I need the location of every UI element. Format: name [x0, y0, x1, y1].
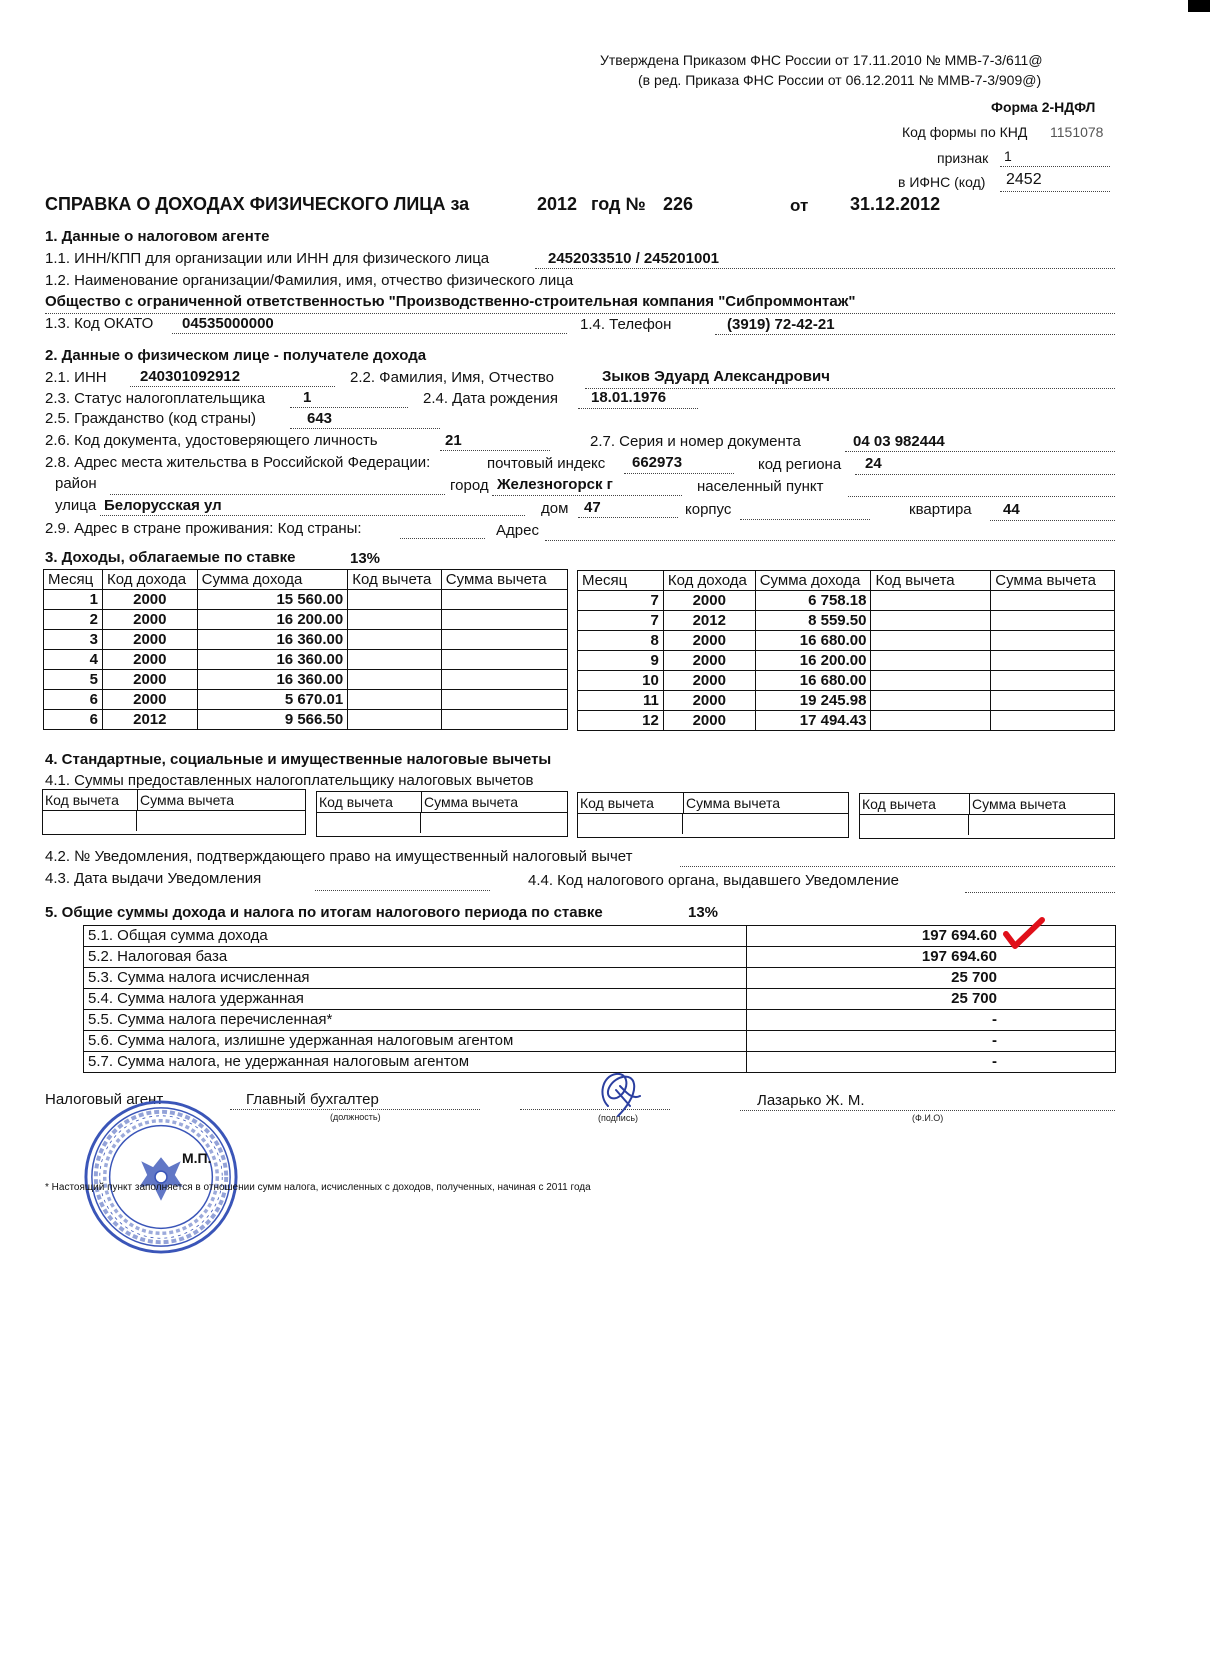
- settlement-label: населенный пункт: [697, 478, 824, 495]
- totals-value: -: [747, 1031, 1116, 1052]
- table-cell: [348, 690, 442, 710]
- company-seal-stamp: [82, 1098, 240, 1256]
- okato-value: 04535000000: [182, 315, 274, 332]
- table-cell: 6 758.18: [755, 591, 871, 611]
- person-fio-label: 2.2. Фамилия, Имя, Отчество: [350, 369, 554, 386]
- totals-label: 5.2. Налоговая база: [84, 947, 747, 968]
- table-row: [578, 591, 1115, 611]
- birth-label: 2.4. Дата рождения: [423, 390, 558, 407]
- table-cell: [871, 671, 991, 691]
- table-cell: 16 360.00: [197, 650, 348, 670]
- form-name: Форма 2-НДФЛ: [991, 99, 1096, 115]
- table-row: [44, 670, 568, 690]
- table-cell: 2000: [663, 631, 755, 651]
- agent-inn-value: 2452033510 / 245201001: [548, 250, 720, 267]
- title-from: от: [790, 196, 809, 215]
- citizenship-label: 2.5. Гражданство (код страны): [45, 410, 257, 427]
- house-label: дом: [541, 500, 569, 517]
- flat-value: 44: [1003, 501, 1020, 518]
- table-cell: [441, 630, 567, 650]
- table-cell: 2000: [663, 651, 755, 671]
- table-cell: 6: [44, 710, 103, 730]
- totals-value: 25 700: [747, 989, 1116, 1010]
- table-cell: 9: [578, 651, 664, 671]
- table-cell: 1: [44, 590, 103, 610]
- deduction-sum-header: Сумма вычета: [424, 794, 519, 810]
- table-row: [578, 631, 1115, 651]
- building-label: корпус: [685, 501, 732, 518]
- totals-value: 197 694.60: [747, 926, 1116, 947]
- table-cell: [991, 671, 1115, 691]
- deduction-code-header: Код вычета: [860, 794, 970, 814]
- abroad-label: 2.9. Адрес в стране проживания: Код страны:: [45, 520, 362, 537]
- status-label: 2.3. Статус налогоплательщика: [45, 390, 266, 407]
- deduction-box-1: [42, 789, 306, 835]
- signer-name: Лазарько Ж. М.: [757, 1092, 865, 1109]
- city-label: город: [450, 477, 489, 494]
- knd-label: Код формы по КНД: [902, 124, 1028, 140]
- table-cell: [871, 591, 991, 611]
- table-cell: 7: [578, 611, 664, 631]
- table-cell: [348, 670, 442, 690]
- table-cell: [348, 650, 442, 670]
- table-cell: [871, 711, 991, 731]
- ifns-value: 2452: [1006, 171, 1042, 188]
- totals-label: 5.1. Общая сумма дохода: [84, 926, 747, 947]
- handwritten-signature: [590, 1066, 650, 1122]
- table-cell: 2000: [663, 671, 755, 691]
- section5-heading: 5. Общие суммы дохода и налога по итогам налогового периода по ставке: [45, 904, 603, 921]
- table-row: [44, 630, 568, 650]
- totals-label: 5.7. Сумма налога, не удержанная налоговым агентом: [84, 1052, 747, 1073]
- income-col-header: Код вычета: [871, 571, 991, 591]
- income-col-header: Код вычета: [348, 570, 442, 590]
- street-value: Белорусская ул: [104, 497, 222, 514]
- doc-series-value: 04 03 982444: [853, 433, 945, 450]
- table-cell: 5: [44, 670, 103, 690]
- table-cell: [348, 630, 442, 650]
- table-cell: 16 200.00: [197, 610, 348, 630]
- table-row: [84, 926, 1116, 947]
- deduction-sum-header: Сумма вычета: [972, 796, 1067, 812]
- position-value: Главный бухгалтер: [246, 1091, 379, 1108]
- deduction-box-3: [577, 792, 849, 838]
- income-table-header: [578, 571, 1115, 591]
- title-year-suffix: год №: [591, 194, 646, 214]
- citizenship-value: 643: [307, 410, 333, 427]
- section4-sub42: 4.2. № Уведомления, подтверждающего право на имущественный налоговый вычет: [45, 848, 633, 865]
- table-cell: 7: [578, 591, 664, 611]
- deduction-code-header: Код вычета: [43, 790, 138, 810]
- table-cell: [441, 610, 567, 630]
- totals-value: 25 700: [747, 968, 1116, 989]
- table-cell: [871, 611, 991, 631]
- table-cell: 17 494.43: [755, 711, 871, 731]
- table-cell: 16 360.00: [197, 670, 348, 690]
- footnote: * Настоящий пункт заполняется в отношении сумм налога, исчисленных с доходов, полученных, начиная с 2011 года: [45, 1182, 591, 1193]
- section4-sub44: 4.4. Код налогового органа, выдавшего Уведомление: [528, 872, 900, 889]
- agent-name-value: Общество с ограниченной ответственностью "Производственно-строительная компания "Сибпроммонтаж": [45, 293, 856, 310]
- page-title: СПРАВКА О ДОХОДАХ ФИЗИЧЕСКОГО ЛИЦА за: [45, 194, 470, 214]
- person-fio-value: Зыков Эдуард Александрович: [602, 368, 830, 385]
- income-table-right: [577, 570, 1115, 731]
- table-cell: [871, 631, 991, 651]
- table-row: [84, 989, 1116, 1010]
- table-cell: 2000: [663, 691, 755, 711]
- table-row: [44, 690, 568, 710]
- table-cell: 2000: [103, 670, 198, 690]
- doc-code-label: 2.6. Код документа, удостоверяющего личность: [45, 432, 378, 449]
- deduction-box-2: [316, 791, 568, 837]
- abroad-address-label: Адрес: [496, 522, 539, 539]
- table-cell: [991, 631, 1115, 651]
- table-cell: 12: [578, 711, 664, 731]
- table-row: [578, 671, 1115, 691]
- table-cell: 4: [44, 650, 103, 670]
- deduction-code-header: Код вычета: [317, 792, 422, 812]
- table-cell: [871, 651, 991, 671]
- table-cell: 2000: [663, 591, 755, 611]
- agent-name-label: 1.2. Наименование организации/Фамилия, имя, отчество физического лица: [45, 272, 574, 289]
- street-label: улица: [55, 497, 97, 514]
- seal-label: М.П.: [182, 1150, 212, 1166]
- check-mark-icon: [1003, 917, 1045, 951]
- income-col-header: Сумма дохода: [755, 571, 871, 591]
- table-cell: [991, 711, 1115, 731]
- section2-heading: 2. Данные о физическом лице - получателе дохода: [45, 347, 427, 364]
- table-cell: [991, 611, 1115, 631]
- agent-inn-label: 1.1. ИНН/КПП для организации или ИНН для физического лица: [45, 250, 490, 267]
- income-table-header: [44, 570, 568, 590]
- house-value: 47: [584, 499, 601, 516]
- table-cell: 2000: [663, 711, 755, 731]
- tax-agent-label: Налоговый агент: [45, 1091, 164, 1108]
- table-cell: 8 559.50: [755, 611, 871, 631]
- table-row: [578, 711, 1115, 731]
- sign-label: признак: [937, 150, 989, 166]
- section1-heading: 1. Данные о налоговом агенте: [45, 228, 270, 245]
- table-cell: [871, 691, 991, 711]
- table-cell: [441, 670, 567, 690]
- table-cell: 3: [44, 630, 103, 650]
- table-row: [84, 1010, 1116, 1031]
- totals-label: 5.5. Сумма налога перечисленная*: [84, 1010, 747, 1031]
- table-cell: 19 245.98: [755, 691, 871, 711]
- position-caption: (должность): [330, 1112, 381, 1122]
- table-cell: 16 680.00: [755, 631, 871, 651]
- region-label: код региона: [758, 456, 842, 473]
- income-table-left: [43, 569, 568, 730]
- totals-value: 197 694.60: [747, 947, 1116, 968]
- ifns-label: в ИФНС (код): [898, 174, 986, 190]
- flat-label: квартира: [909, 501, 972, 518]
- income-col-header: Сумма вычета: [441, 570, 567, 590]
- address-label: 2.8. Адрес места жительства в Российской Федерации:: [45, 454, 431, 471]
- section4-sub43: 4.3. Дата выдачи Уведомления: [45, 870, 262, 887]
- table-cell: 16 680.00: [755, 671, 871, 691]
- region-value: 24: [865, 455, 882, 472]
- income-col-header: Месяц: [578, 571, 664, 591]
- table-cell: [991, 651, 1115, 671]
- table-cell: 11: [578, 691, 664, 711]
- approval-line-1: Утверждена Приказом ФНС России от 17.11.2010 № ММВ-7-3/611@: [600, 52, 1043, 68]
- scan-corner-mark: [1188, 0, 1210, 12]
- totals-value: -: [747, 1010, 1116, 1031]
- section3-rate: 13%: [350, 550, 381, 567]
- section4-sub41: 4.1. Суммы предоставленных налогоплательщику налоговых вычетов: [45, 772, 534, 789]
- deduction-sum-header: Сумма вычета: [140, 792, 235, 808]
- table-cell: [441, 590, 567, 610]
- table-cell: 5 670.01: [197, 690, 348, 710]
- approval-line-2: (в ред. Приказа ФНС России от 06.12.2011 № ММВ-7-3/909@): [638, 72, 1042, 88]
- table-cell: 6: [44, 690, 103, 710]
- postcode-label: почтовый индекс: [487, 455, 606, 472]
- phone-label: 1.4. Телефон: [580, 316, 672, 333]
- table-row: [578, 611, 1115, 631]
- doc-series-label: 2.7. Серия и номер документа: [590, 433, 801, 450]
- deduction-code-header: Код вычета: [578, 793, 684, 813]
- table-cell: 8: [578, 631, 664, 651]
- table-cell: [991, 591, 1115, 611]
- doc-code-value: 21: [445, 432, 462, 449]
- birth-value: 18.01.1976: [591, 389, 667, 406]
- table-cell: [441, 690, 567, 710]
- table-cell: 2000: [103, 690, 198, 710]
- table-cell: 2000: [103, 590, 198, 610]
- table-cell: 10: [578, 671, 664, 691]
- title-year: 2012: [537, 194, 578, 214]
- totals-label: 5.3. Сумма налога исчисленная: [84, 968, 747, 989]
- title-date: 31.12.2012: [850, 194, 941, 214]
- table-row: [44, 590, 568, 610]
- postcode-value: 662973: [632, 454, 683, 471]
- table-cell: [991, 691, 1115, 711]
- table-cell: 9 566.50: [197, 710, 348, 730]
- table-row: [84, 1031, 1116, 1052]
- table-row: [84, 947, 1116, 968]
- deduction-sum-header: Сумма вычета: [686, 795, 781, 811]
- income-col-header: Код дохода: [103, 570, 198, 590]
- table-cell: 16 200.00: [755, 651, 871, 671]
- table-row: [578, 691, 1115, 711]
- knd-value: 1151078: [1050, 124, 1104, 140]
- name-caption: (Ф.И.О): [912, 1113, 944, 1123]
- city-value: Железногорск г: [497, 476, 613, 493]
- title-number: 226: [663, 194, 694, 214]
- status-value: 1: [303, 389, 312, 406]
- table-cell: 15 560.00: [197, 590, 348, 610]
- table-cell: 2000: [103, 630, 198, 650]
- table-cell: [441, 650, 567, 670]
- totals-label: 5.6. Сумма налога, излишне удержанная налоговым агентом: [84, 1031, 747, 1052]
- phone-value: (3919) 72-42-21: [727, 316, 835, 333]
- section4-heading: 4. Стандартные, социальные и имущественные налоговые вычеты: [45, 751, 552, 768]
- income-col-header: Сумма вычета: [991, 571, 1115, 591]
- person-inn-label: 2.1. ИНН: [45, 369, 107, 386]
- okato-label: 1.3. Код ОКАТО: [45, 315, 154, 332]
- table-cell: 2: [44, 610, 103, 630]
- income-col-header: Месяц: [44, 570, 103, 590]
- table-cell: [348, 610, 442, 630]
- table-cell: 16 360.00: [197, 630, 348, 650]
- table-row: [84, 968, 1116, 989]
- section5-rate: 13%: [688, 904, 719, 921]
- signature-caption: (подпись): [598, 1113, 639, 1123]
- table-cell: 2000: [103, 610, 198, 630]
- table-row: [578, 651, 1115, 671]
- table-row: [44, 650, 568, 670]
- section3-heading: 3. Доходы, облагаемые по ставке: [45, 549, 296, 566]
- sign-value: 1: [1004, 148, 1012, 164]
- totals-table: [83, 925, 1116, 1073]
- table-cell: 2012: [103, 710, 198, 730]
- income-col-header: Сумма дохода: [197, 570, 348, 590]
- deduction-box-4: [859, 793, 1115, 839]
- income-col-header: Код дохода: [663, 571, 755, 591]
- table-row: [44, 610, 568, 630]
- district-label: район: [55, 475, 97, 492]
- table-cell: [441, 710, 567, 730]
- table-cell: [348, 710, 442, 730]
- table-row: [44, 710, 568, 730]
- table-cell: [348, 590, 442, 610]
- table-cell: 2012: [663, 611, 755, 631]
- table-cell: 2000: [103, 650, 198, 670]
- person-inn-value: 240301092912: [140, 368, 241, 385]
- totals-value: -: [747, 1052, 1116, 1073]
- totals-label: 5.4. Сумма налога удержанная: [84, 989, 747, 1010]
